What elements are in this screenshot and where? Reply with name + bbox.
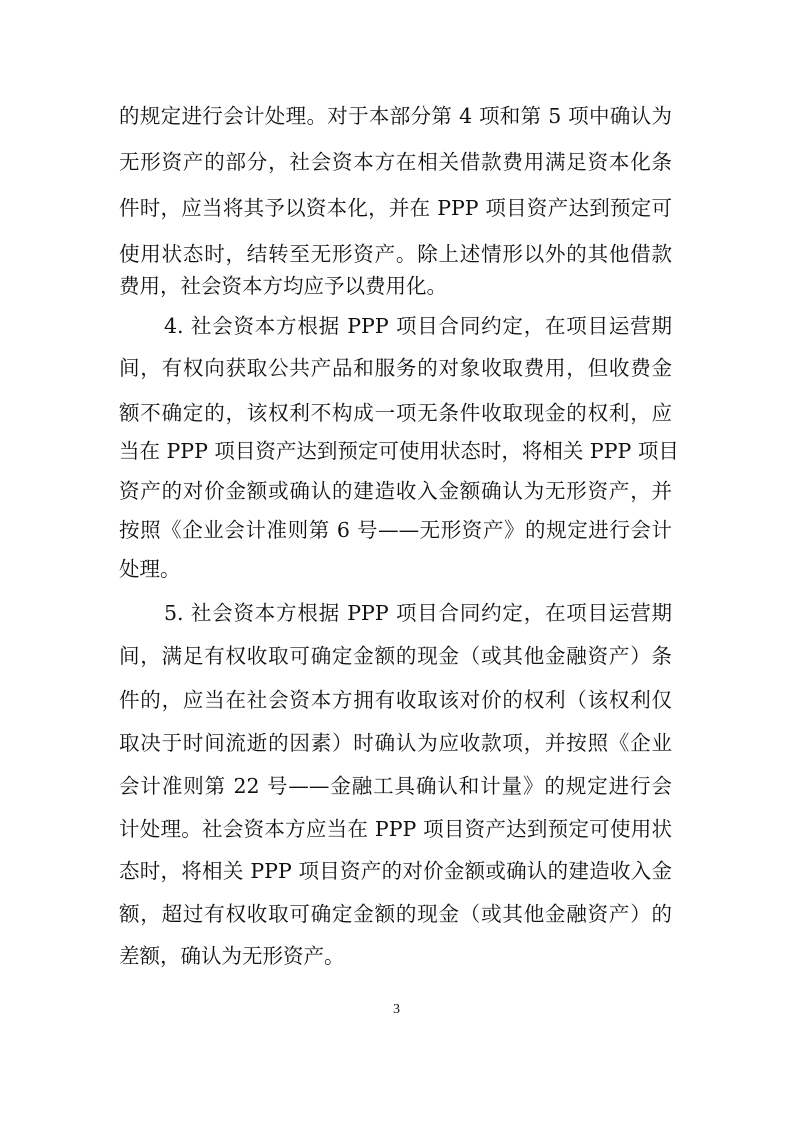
- text-line: 当在 PPP 项目资产达到预定可使用状态时，将相关 PPP 项目: [119, 439, 679, 463]
- text-line: 间，满足有权收取可确定金额的现金（或其他金融资产）条: [119, 644, 672, 668]
- text-line: 处理。: [119, 557, 181, 581]
- text-line: 差额，确认为无形资产。: [119, 944, 345, 968]
- text-line: 件的，应当在社会资本方拥有收取该对价的权利（该权利仅: [119, 688, 672, 712]
- text-line: 件时，应当将其予以资本化，并在 PPP 项目资产达到预定可: [119, 196, 672, 220]
- text-line: 额，超过有权收取可确定金额的现金（或其他金融资产）的: [119, 902, 672, 926]
- text-line: 计处理。社会资本方应当在 PPP 项目资产达到预定可使用状: [119, 817, 672, 841]
- text-line: 无形资产的部分，社会资本方在相关借款费用满足资本化条: [119, 150, 672, 174]
- text-line: 会计准则第 22 号——金融工具确认和计量》的规定进行会: [119, 774, 672, 798]
- text-line: 使用状态时，结转至无形资产。除上述情形以外的其他借款: [119, 242, 672, 266]
- text-line: 按照《企业会计准则第 6 号——无形资产》的规定进行会计: [119, 518, 672, 542]
- text-line: 态时，将相关 PPP 项目资产的对价金额或确认的建造收入金: [119, 859, 672, 883]
- text-line: 的规定进行会计处理。对于本部分第 4 项和第 5 项中确认为: [119, 104, 672, 128]
- page-number: 3: [393, 1002, 400, 1017]
- text-line: 费用，社会资本方均应予以费用化。: [119, 274, 447, 298]
- paragraph-5-first-line: 5. 社会资本方根据 PPP 项目合同约定，在项目运营期: [164, 601, 672, 625]
- text-line: 额不确定的，该权利不构成一项无条件收取现金的权利，应: [119, 401, 672, 425]
- text-line: 取决于时间流逝的因素）时确认为应收款项，并按照《企业: [119, 731, 672, 755]
- paragraph-4-first-line: 4. 社会资本方根据 PPP 项目合同约定，在项目运营期: [164, 314, 672, 338]
- text-line: 间，有权向获取公共产品和服务的对象收取费用，但收费金: [119, 356, 672, 380]
- text-line: 资产的对价金额或确认的建造收入金额确认为无形资产，并: [119, 479, 672, 503]
